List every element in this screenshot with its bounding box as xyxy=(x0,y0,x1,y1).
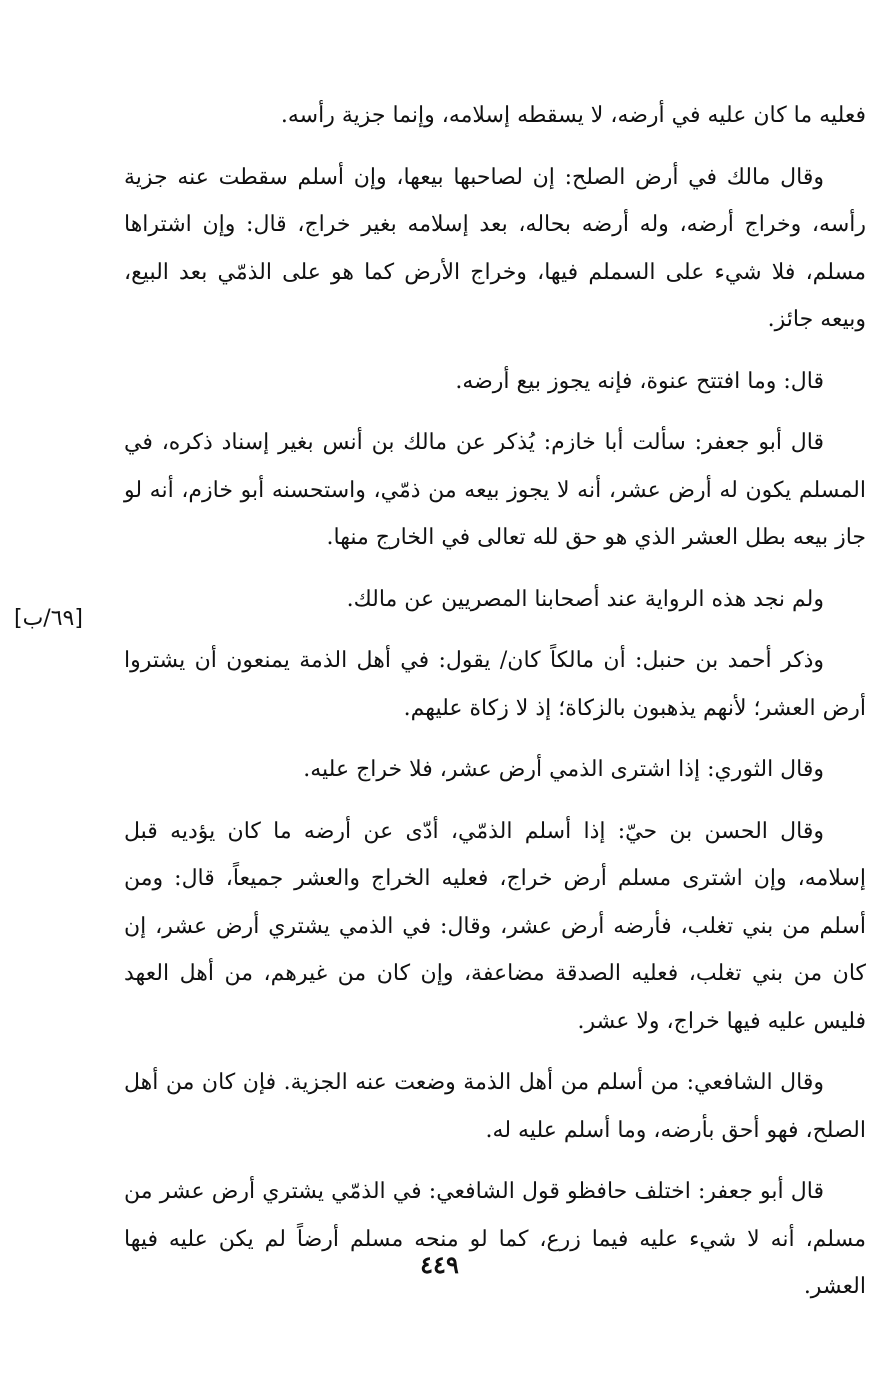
paragraph: وذكر أحمد بن حنبل: أن مالكاً كان/ يقول: في أهل الذمة يمنعون أن يشتروا أرض العشر؛ لأنهم يذهبون بالزكاة؛ إذ لا زكاة عليهم. xyxy=(124,648,866,721)
paragraph: وقال الثوري: إذا اشترى الذمي أرض عشر، فلا خراج عليه. xyxy=(303,757,824,782)
paragraph: وقال الحسن بن حيّ: إذا أسلم الذمّي، أدّى عن أرضه ما كان يؤديه قبل إسلامه، وإن اشترى مسلم أرض خراج، فعليه الخراج والعشر جميعاً، قال: ومن أسلم من بني تغلب، فأرضه أرض عشر، وقال: في الذمي يشتري أرض عشر، إن كان من بني تغلب، فعليه الصدقة مضاعفة، وإن كان من غيرهم، من أهل العهد فليس عليه فيها خراج، ولا عشر. xyxy=(124,818,866,1034)
paragraph: وقال مالك في أرض الصلح: إن لصاحبها بيعها، وإن أسلم سقطت عنه جزية رأسه، وخراج أرضه، وله أرضه بحاله، بعد إسلامه بغير خراج، قال: وإن اشتراها مسلم، فلا شيء على السملم فيها، وخراج الأرض كما هو على الذمّي بعد البيع، وبيعه جائز. xyxy=(124,164,866,332)
paragraph: قال: وما افتتح عنوة، فإنه يجوز بيع أرضه. xyxy=(455,368,824,394)
folio-marginal-note: [٦٩/ب] xyxy=(14,606,83,631)
paragraph: فعليه ما كان عليه في أرضه، لا يسقطه إسلامه، وإنما جزية رأسه. xyxy=(280,103,866,128)
paragraph: وقال الشافعي: من أسلم من أهل الذمة وضعت عنه الجزية. فإن كان من أهل الصلح، فهو أحق بأرضه، وما أسلم عليه له. xyxy=(124,1070,866,1143)
paragraph: قال أبو جعفر: اختلف حافظو قول الشافعي: في الذمّي يشتري أرض عشر من مسلم، أنه لا شيء عليه فيما زرع، كما لو منحه مسلم أرضاً لم يكن عليه فيها العشر. xyxy=(124,1179,866,1299)
paragraph: ولم نجد هذه الرواية عند أصحابنا المصريين عن مالك. xyxy=(346,586,824,612)
main-text xyxy=(124,92,866,1325)
page-number: ٤٤٩ xyxy=(420,1250,459,1279)
paragraph: قال أبو جعفر: سألت أبا خازم: يُذكر عن مالك بن أنس بغير إسناد ذكره، في المسلم يكون له أرض عشر، أنه لا يجوز بيعه من ذمّي، واستحسنه أبو خازم، أنه لو جاز بيعه بطل العشر الذي هو حق لله تعالى في الخارج منها. xyxy=(124,430,866,550)
